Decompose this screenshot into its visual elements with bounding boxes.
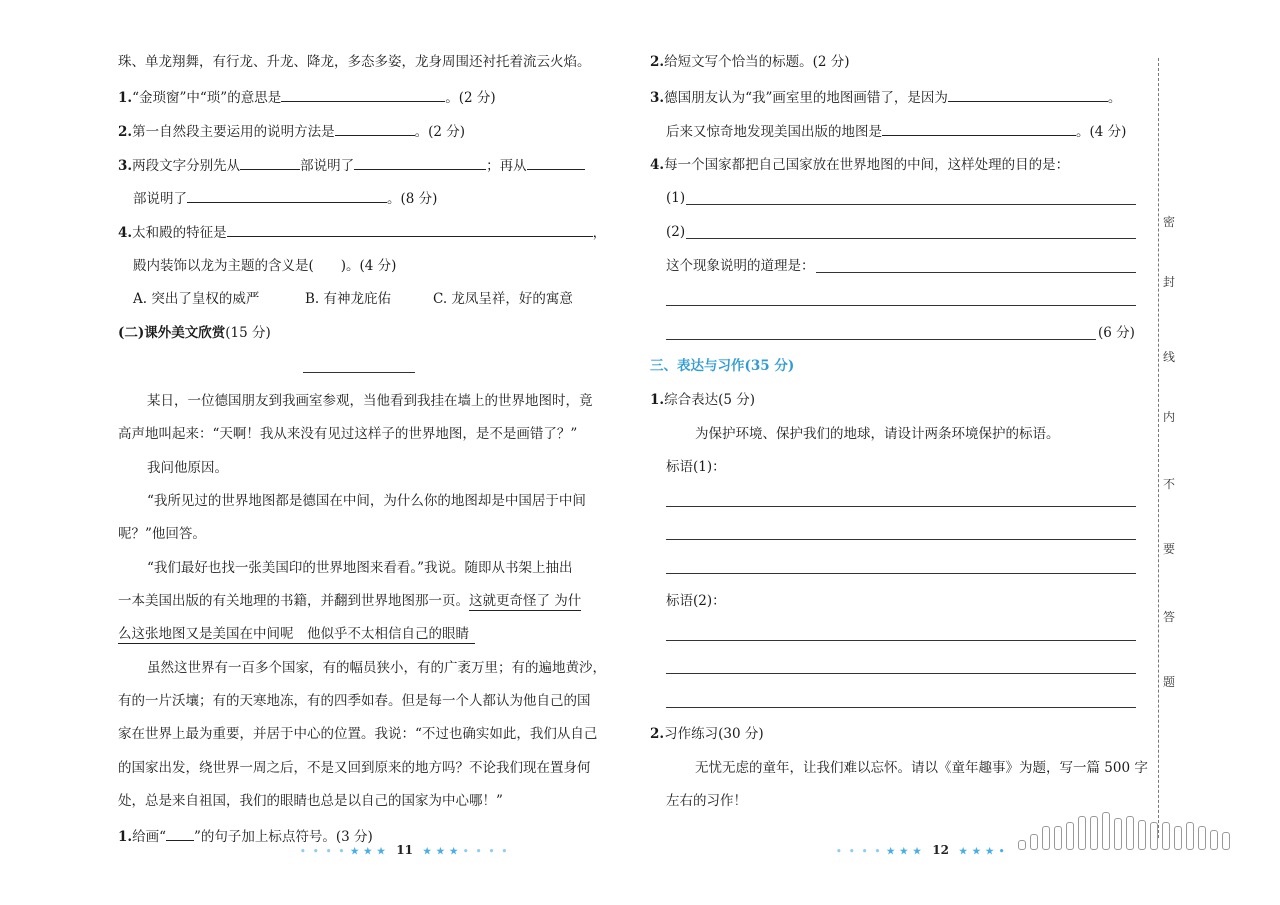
question-text: 给画“ (132, 829, 166, 845)
section-score: (15 分) (225, 325, 271, 341)
paragraph-line: 虽然这世界有一百多个国家，有的幅员狭小，有的广袤万里；有的遍地黄沙， (147, 660, 606, 676)
answer-line[interactable] (666, 640, 1136, 641)
answer-blank[interactable] (882, 121, 1076, 136)
paragraph-line: 有的一片沃壤；有的天寒地冻，有的四季如春。但是每一个人都认为他自己的国 (118, 693, 591, 709)
question-text: 习作练习(30 分) (664, 726, 764, 742)
section-title: (二)课外美文欣赏 (118, 325, 226, 341)
question-number: 3. (650, 90, 665, 106)
paragraph-line: 的国家出发，绕世界一周之后，不是又回到原来的地方吗？不论我们现在置身何 (118, 760, 591, 776)
paragraph-line: “我所见过的世界地图都是德国在中间，为什么你的地图却是中国居于中间 (147, 493, 586, 509)
section-2-heading (118, 323, 271, 343)
question-score: 。(2 分) (414, 124, 466, 140)
seal-char: 要 (1163, 542, 1176, 556)
question-3 (118, 155, 585, 176)
answer-line[interactable] (666, 707, 1136, 708)
question-score: 。(2 分) (445, 90, 496, 106)
answer-label-1: (1) (666, 190, 686, 206)
page-number: 11 (396, 843, 413, 857)
paragraph-line: 某日，一位德国朋友到我画室参观，当他看到我挂在墙上的世界地图时，竟 (147, 393, 593, 409)
slogan-label-2: 标语(2)： (666, 593, 726, 609)
answer-blank[interactable] (948, 87, 1108, 102)
answer-blank[interactable] (354, 155, 486, 170)
question-number: 2. (118, 124, 133, 140)
question-number: 2. (650, 726, 665, 742)
question-text: 每一个国家都把自己国家放在世界地图的中间，这样处理的目的是： (664, 157, 1070, 173)
answer-line[interactable] (686, 204, 1136, 205)
question-2 (118, 121, 465, 142)
reason-label: 这个现象说明的道理是： (666, 258, 815, 274)
question-4 (118, 222, 606, 243)
question-number: 4. (650, 157, 665, 173)
paragraph-line: “我们最好也找一张美国印的世界地图来看看。”我说。随即从书架上抽出 (147, 560, 573, 576)
seal-char: 题 (1163, 675, 1176, 689)
answer-line[interactable] (666, 673, 1136, 674)
question-1 (118, 87, 496, 108)
paragraph-line: 处，总是来自祖国，我们的眼睛也总是以自己的国家为中心哪！” (118, 793, 503, 809)
question-text: 给短文写个恰当的标题。(2 分) (664, 54, 850, 70)
question-r4 (650, 155, 1069, 175)
question-text: 第一自然段主要运用的说明方法是 (132, 124, 335, 140)
question-number: 1. (650, 392, 665, 408)
question-r3 (650, 87, 1121, 108)
section-3-heading: 三、表达与习作(35 分) (650, 358, 795, 374)
answer-blank[interactable] (240, 155, 300, 170)
answer-blank[interactable] (227, 222, 593, 237)
question-text: 后来又惊奇地发现美国出版的地图是 (666, 124, 882, 140)
answer-label-2: (2) (666, 224, 686, 240)
essay-prompt: 左右的习作！ (666, 793, 747, 809)
answer-line[interactable] (816, 272, 1136, 273)
paragraph-line: 呢？”他回答。 (118, 526, 206, 542)
question-text: 部说明了 (300, 158, 355, 174)
essay-prompt: 无忧无虑的童年，让我们难以忘怀。请以《童年趣事》为题，写一篇 500 字 (695, 760, 1148, 776)
seal-char: 答 (1163, 610, 1176, 624)
paragraph-line: 家在世界上最为重要，并居于中心的位置。我说：“不过也确实如此，我们从自己 (118, 726, 598, 742)
passage-end-line: 珠、单龙翔舞，有行龙、升龙、降龙，多态多姿，龙身周围还衬托着流云火焰。 (118, 54, 591, 70)
question-number: 3. (118, 158, 133, 174)
answer-line[interactable] (666, 573, 1136, 574)
decor-dots: • • • • (462, 847, 510, 857)
answer-blank[interactable] (187, 188, 387, 203)
answer-line[interactable] (666, 506, 1136, 507)
question-text: 德国朋友认为“我”画室里的地图画错了，是因为 (664, 90, 948, 106)
answer-blank[interactable] (281, 87, 445, 102)
question-number: 1. (118, 90, 133, 106)
question-3-cont (133, 188, 437, 209)
underline-sample (166, 826, 194, 841)
slogan-label-1: 标语(1)： (666, 459, 726, 475)
question-text: 综合表达(5 分) (664, 392, 756, 408)
paragraph-line: 我问他原因。 (147, 460, 228, 476)
page-footer-left (300, 843, 509, 857)
option-b[interactable]: B. 有神龙庇佑 (305, 291, 392, 307)
star-icon: ★ ★ ★ (350, 847, 387, 857)
question-score: (6 分) (1098, 325, 1135, 341)
question-r3-cont (666, 121, 1126, 142)
answer-line[interactable] (686, 238, 1136, 239)
seal-char: 封 (1163, 275, 1176, 289)
page-number: 12 (932, 843, 949, 857)
paragraph-line (118, 591, 581, 611)
option-c[interactable]: C. 龙凤呈祥，好的寓意 (433, 291, 573, 307)
underlined-sentence: 么这张地图又是美国在中间呢 他似乎不太相信自己的眼睛 (118, 626, 475, 644)
question-r2 (650, 52, 850, 72)
title-blank[interactable] (303, 372, 415, 373)
question-text: 太和殿的特征是 (132, 225, 227, 241)
star-icon: ★ ★ ★ (423, 847, 459, 857)
page-footer-right (836, 843, 1006, 857)
question-text: “金琐窗”中“琐”的意思是 (132, 90, 282, 106)
question-text: 。 (1107, 90, 1122, 106)
answer-line[interactable] (666, 305, 1136, 306)
seal-char: 内 (1163, 410, 1176, 424)
question-text: ”的句子加上标点符号。(3 分) (194, 829, 373, 845)
paragraph-line: 高声地叫起来：“天啊！我从来没有见过这样子的世界地图，是不是画错了？” (118, 426, 578, 442)
underlined-sentence: 这就更奇怪了 为什 (469, 593, 582, 609)
decor-dots: • • • • (836, 847, 883, 857)
question-number: 2. (650, 54, 665, 70)
decor-dots: • • • • (300, 847, 347, 857)
question-text: ；再从 (486, 158, 527, 174)
answer-line[interactable] (666, 539, 1136, 540)
answer-blank[interactable] (527, 155, 585, 170)
option-a[interactable]: A. 突出了皇权的威严 (133, 291, 260, 307)
seal-char: 线 (1163, 350, 1176, 364)
question-number: 4. (118, 225, 133, 241)
paragraph-text: 一本美国出版的有关地理的书籍，并翻到世界地图那一页。 (118, 593, 469, 609)
question-4-sub: 殿内装饰以龙为主题的含义是( )。(4 分) (133, 258, 397, 274)
answer-line[interactable] (666, 339, 1096, 340)
seal-char: 密 (1163, 215, 1176, 229)
task-prompt: 为保护环境、保护我们的地球，请设计两条环境保护的标语。 (695, 426, 1060, 442)
seal-line (1158, 58, 1159, 838)
star-icon: ★ ★ ★ • (959, 847, 1006, 857)
paragraph-line (118, 624, 475, 644)
question-score: 。(4 分) (1076, 124, 1127, 140)
question-e2 (650, 724, 764, 744)
question-text: 两段文字分别先从 (132, 158, 241, 174)
question-text: 部说明了 (133, 191, 187, 207)
seal-char: 不 (1163, 477, 1176, 491)
question-number: 1. (118, 829, 133, 845)
answer-blank[interactable] (335, 121, 415, 136)
question-e1 (650, 390, 755, 410)
star-icon: ★ ★ ★ (886, 847, 923, 857)
question-text: ， (592, 225, 607, 241)
question-score: 。(8 分) (387, 191, 438, 207)
